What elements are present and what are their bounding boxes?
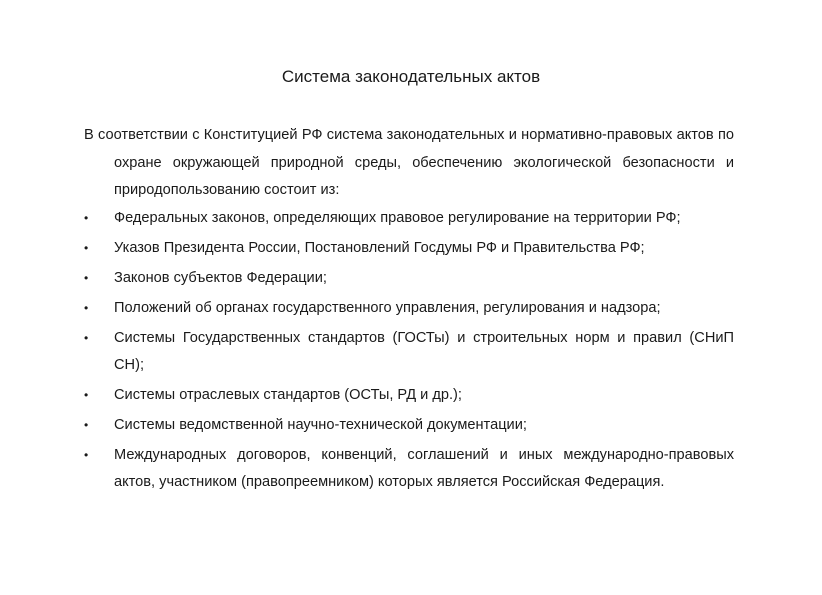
list-item bbox=[84, 382, 734, 409]
bullet-icon: • bbox=[84, 330, 89, 345]
list-item-text: Указов Президента России, Постановлений Госдумы РФ и Правительства РФ; bbox=[114, 239, 645, 256]
list-item bbox=[84, 235, 734, 262]
list-item-text: Системы отраслевых стандартов (ОСТы, РД и др.); bbox=[114, 386, 462, 403]
list-item bbox=[84, 442, 734, 496]
bullet-icon: • bbox=[84, 300, 89, 315]
list-item bbox=[84, 325, 734, 379]
list-item bbox=[84, 265, 734, 292]
list-item bbox=[84, 295, 734, 322]
document-body bbox=[84, 122, 734, 496]
list-item-text: Положений об органах государственного управления, регулирования и надзора; bbox=[114, 299, 661, 316]
bullet-icon: • bbox=[84, 387, 89, 402]
bullet-icon: • bbox=[84, 210, 89, 225]
bullet-icon: • bbox=[84, 447, 89, 462]
list-item-text: Законов субъектов Федерации; bbox=[114, 269, 327, 286]
list-item-text: Системы Государственных стандартов (ГОСТы) и строительных норм и правил (СНиП СН); bbox=[114, 329, 734, 373]
bullet-icon: • bbox=[84, 240, 89, 255]
bullet-icon: • bbox=[84, 417, 89, 432]
list-item-text: Международных договоров, конвенций, соглашений и иных международно-правовых актов, участником (правопреемником) которых является Российская Федерация. bbox=[114, 446, 734, 490]
list-item-text: Федеральных законов, определяющих правовое регулирование на территории РФ; bbox=[114, 209, 681, 226]
list-item bbox=[84, 412, 734, 439]
legislation-list bbox=[84, 205, 734, 496]
intro-paragraph: В соответствии с Конституцией РФ система законодательных и нормативно-правовых актов по охране окружающей природной среды, обеспечению экологической безопасности и природопользованию состоит из: bbox=[84, 127, 734, 198]
list-item bbox=[84, 205, 734, 232]
list-item-text: Системы ведомственной научно-технической документации; bbox=[114, 416, 527, 433]
bullet-icon: • bbox=[84, 270, 89, 285]
document-title: Система законодательных актов bbox=[281, 67, 541, 86]
